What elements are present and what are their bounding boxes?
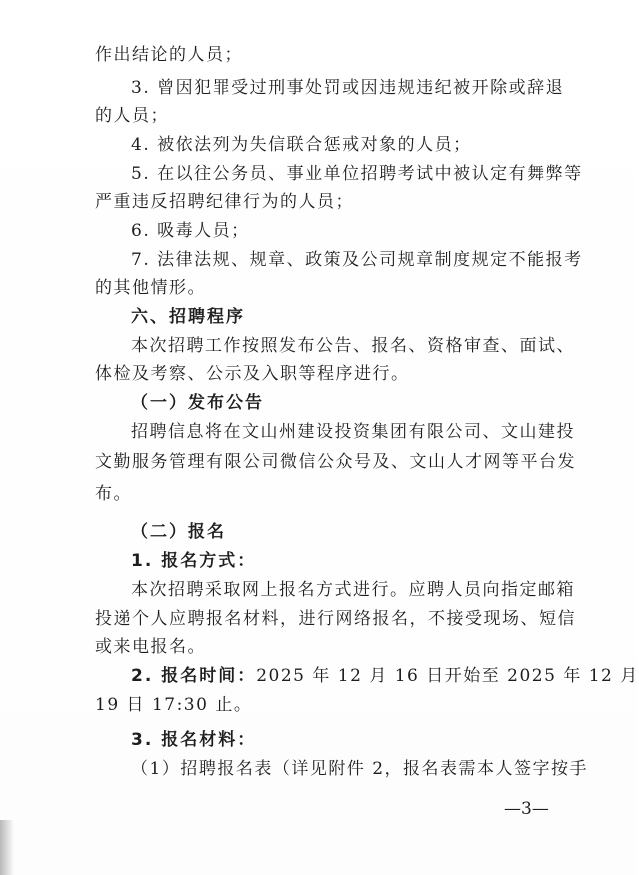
item-heading: 3. 报名材料：: [131, 730, 257, 750]
text-line: 的人员；: [95, 106, 169, 126]
text-line: （1）招聘报名表（详见附件 2，报名表需本人签字按手: [131, 759, 589, 779]
section-heading: 六、招聘程序: [131, 307, 245, 327]
subsection-heading: （一）发布公告: [131, 393, 264, 413]
scan-edge-shadow: [0, 820, 14, 875]
text-line: 或来电报名。: [95, 637, 206, 657]
item-heading: 2. 报名时间：: [131, 666, 257, 686]
text-line: 布。: [95, 484, 132, 504]
text-line: 文勤服务管理有限公司微信公众号及、文山人才网等平台发: [95, 452, 576, 472]
text-line: 3. 曾因犯罪受过刑事处罚或因违规违纪被开除或辞退: [131, 78, 565, 98]
text-line: 严重违反招聘纪律行为的人员；: [95, 192, 354, 212]
text-line: 本次招聘工作按照发布公告、报名、资格审查、面试、: [131, 336, 575, 356]
subsection-heading: （二）报名: [131, 522, 226, 542]
text-line: 7. 法律法规、规章、政策及公司规章制度规定不能报考: [131, 250, 583, 270]
text-line: 本次招聘采取网上报名方式进行。应聘人员向指定邮箱: [131, 580, 575, 600]
text-line: 投递个人应聘报名材料，进行网络报名，不接受现场、短信: [95, 609, 576, 629]
text-line: 的其他情形。: [95, 278, 206, 298]
text-line: 6. 吸毒人员；: [131, 221, 250, 241]
text-line: 5. 在以往公务员、事业单位招聘考试中被认定有舞弊等: [131, 164, 583, 184]
item-heading: 1. 报名方式：: [131, 551, 257, 571]
registration-time-text: 2025 年 12 月 16 日开始至 2025 年 12 月: [256, 666, 639, 686]
text-line: 招聘信息将在文山州建设投资集团有限公司、文山建投: [131, 422, 575, 442]
text-line: 4. 被依法列为失信联合惩戒对象的人员；: [131, 135, 472, 155]
text-line: 19 日 17:30 止。: [95, 695, 253, 715]
text-line-mixed: [131, 665, 639, 687]
text-line: 作出结论的人员；: [95, 45, 243, 65]
text-line: 体检及考察、公示及入职等程序进行。: [95, 364, 410, 384]
page-number: —3—: [504, 799, 549, 819]
